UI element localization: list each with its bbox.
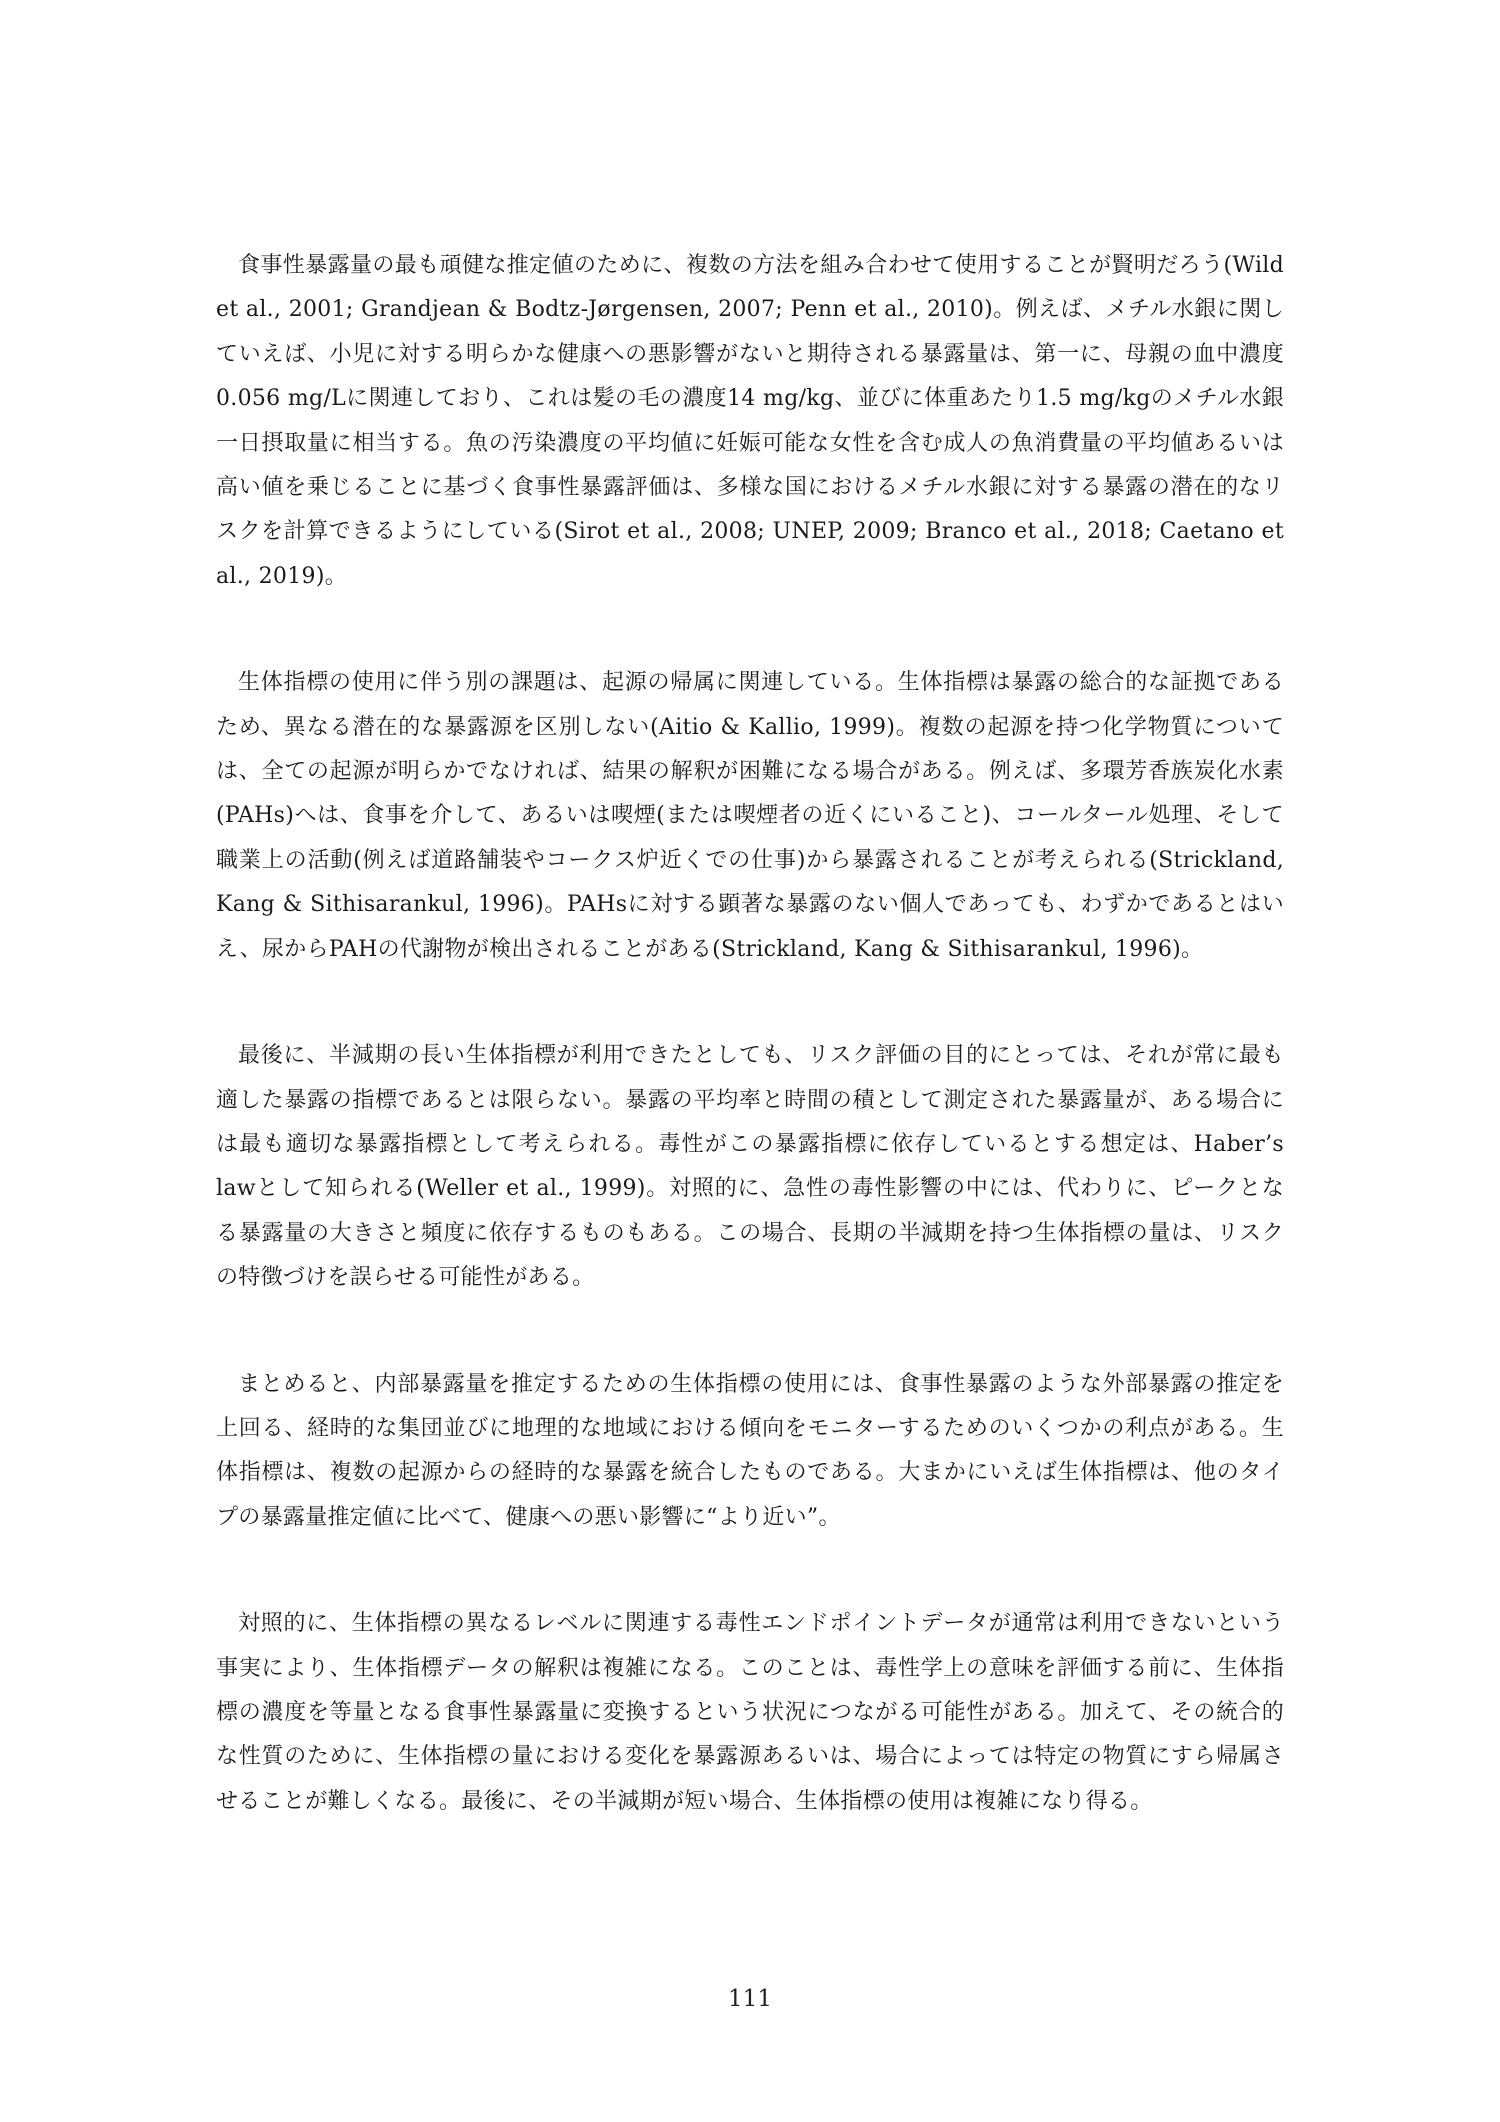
paragraph-gap	[216, 972, 1284, 1034]
body-text	[216, 244, 1284, 1824]
paragraph-interpretation: 対照的に、生体指標の異なるレベルに関連する毒性エンドポイントデータが通常は利用できないという事実により、生体指標データの解釈は複雑になる。このことは、毒性学上の意味を評価する前に、生体指標の濃度を等量となる食事性暴露量に変換するという状況につながる可能性がある。加えて、その統合的な性質のために、生体指標の量における変化を暴露源あるいは、場合によっては特定の物質にすら帰属させることが難しくなる。最後に、その半減期が短い場合、生体指標の使用は複雑になり得る。	[216, 1611, 1284, 1814]
paragraph-dietary-exposure: 食事性暴露量の最も頑健な推定値のために、複数の方法を組み合わせて使用することが賢明だろう(Wild et al., 2001; Grandjean & Bodtz-Jørgensen, 2007; Penn et al., 2010)。例えば、メチル水銀に関していえば、小児に対する明らかな健康への悪影響がないと期待される暴露量は、第一に、母親の血中濃度0.056 mg/Lに関連しており、これは髪の毛の濃度14 mg/kg、並びに体重あたり1.5 mg/kgのメチル水銀一日摂取量に相当する。魚の汚染濃度の平均値に妊娠可能な女性を含む成人の魚消費量の平均値あるいは高い値を乗じることに基づく食事性暴露評価は、多様な国におけるメチル水銀に対する暴露の潜在的なリスクを計算できるようにしている(Sirot et al., 2008; UNEP, 2009; Branco et al., 2018; Caetano et al., 2019)。	[216, 253, 1284, 589]
paragraph-summary: まとめると、内部暴露量を推定するための生体指標の使用には、食事性暴露のような外部暴露の推定を上回る、経時的な集団並びに地理的な地域における傾向をモニターするためのいくつかの利点がある。生体指標は、複数の起源からの経時的な暴露を統合したものである。大まかにいえば生体指標は、他のタイプの暴露量推定値に比べて、健康への悪い影響に“より近い”。	[216, 1371, 1284, 1530]
paragraph-source-attribution: 生体指標の使用に伴う別の課題は、起源の帰属に関連している。生体指標は暴露の総合的な証拠であるため、異なる潜在的な暴露源を区別しない(Aitio & Kallio, 1999)。複数の起源を持つ化学物質については、全ての起源が明らかでなければ、結果の解釈が困難になる場合がある。例えば、多環芳香族炭化水素(PAHs)へは、食事を介して、あるいは喫煙(または喫煙者の近くにいること)、コールタール処理、そして職業上の活動(例えば道路舗装やコークス炉近くでの仕事)から暴露されることが考えられる(Strickland, Kang & Sithisarankul, 1996)。PAHsに対する顕著な暴露のない個人であっても、わずかであるとはいえ、尿からPAHの代謝物が検出されることがある(Strickland, Kang & Sithisarankul, 1996)。	[216, 670, 1284, 962]
page-number: 111	[728, 1986, 772, 2012]
paragraph-gap	[216, 599, 1284, 661]
paragraph-half-life: 最後に、半減期の長い生体指標が利用できたとしても、リスク評価の目的にとっては、それが常に最も適した暴露の指標であるとは限らない。暴露の平均率と時間の積として測定された暴露量が、ある場合には最も適切な暴露指標として考えられる。毒性がこの暴露指標に依存しているとする想定は、Haber’s lawとして知られる(Weller et al., 1999)。対照的に、急性の毒性影響の中には、代わりに、ピークとなる暴露量の大きさと頻度に依存するものもある。この場合、長期の半減期を持つ生体指標の量は、リスクの特徴づけを誤らせる可能性がある。	[216, 1043, 1284, 1291]
paragraph-gap	[216, 1301, 1284, 1363]
paragraph-gap	[216, 1540, 1284, 1602]
